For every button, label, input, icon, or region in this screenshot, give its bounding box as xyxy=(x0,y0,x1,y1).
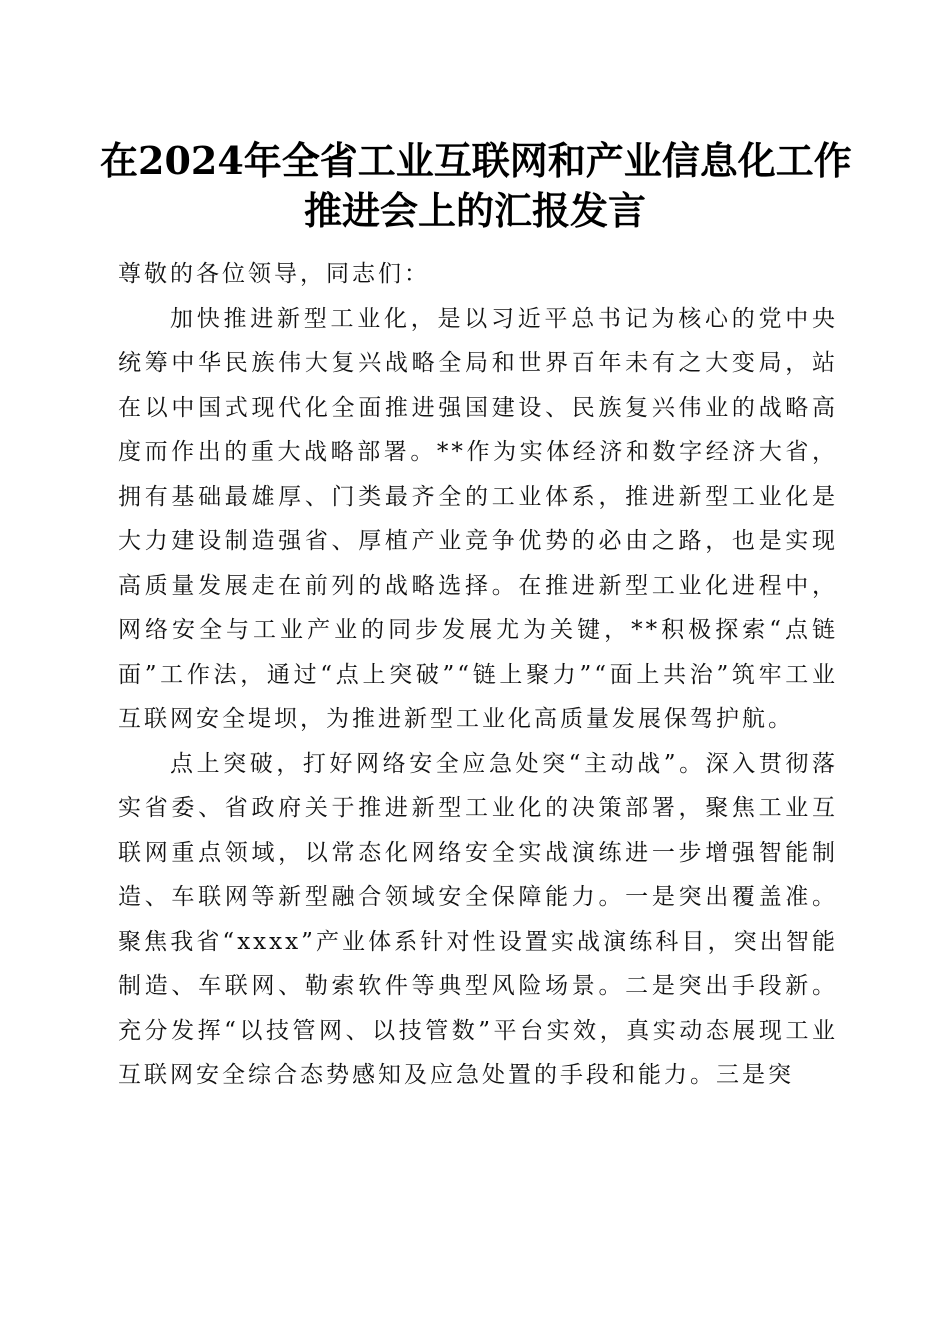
paragraph-1: 加快推进新型工业化，是以习近平总书记为核心的党中央统筹中华民族伟大复兴战略全局和世界百年未有之大变局，站在以中国式现代化全面推进强国建设、民族复兴伟业的战略高度而作出的重大战略部署。**作为实体经济和数字经济大省，拥有基础最雄厚、门类最齐全的工业体系，推进新型工业化是大力建设制造强省、厚植产业竞争优势的必由之路，也是实现高质量发展走在前列的战略选择。在推进新型工业化进程中，网络安全与工业产业的同步发展尤为关键，**积极探索“点链面”工作法，通过“点上突破”“链上聚力”“面上共治”筑牢工业互联网安全堤坝，为推进新型工业化高质量发展保驾护航。 xyxy=(118,305,838,732)
paragraph-2: 点上突破，打好网络安全应急处突“主动战”。深入贯彻落实省委、省政府关于推进新型工业化的决策部署，聚焦工业互联网重点领域，以常态化网络安全实战演练进一步增强智能制造、车联网等新型融合领域安全保障能力。一是突出覆盖准。聚焦我省“xxxx”产业体系针对性设置实战演练科目，突出智能制造、车联网、勒索软件等典型风险场景。二是突出手段新。充分发挥“以技管网、以技管数”平台实效，真实动态展现工业互联网安全综合态势感知及应急处置的手段和能力。三是突 xyxy=(118,750,838,1088)
document-body xyxy=(118,252,838,1098)
document-title xyxy=(100,136,850,236)
title-line-1: 在2024年全省工业互联网和产业信息化工作 xyxy=(100,138,852,183)
greeting: 尊敬的各位领导，同志们： xyxy=(118,261,430,287)
title-line-2: 推进会上的汇报发言 xyxy=(303,188,646,233)
